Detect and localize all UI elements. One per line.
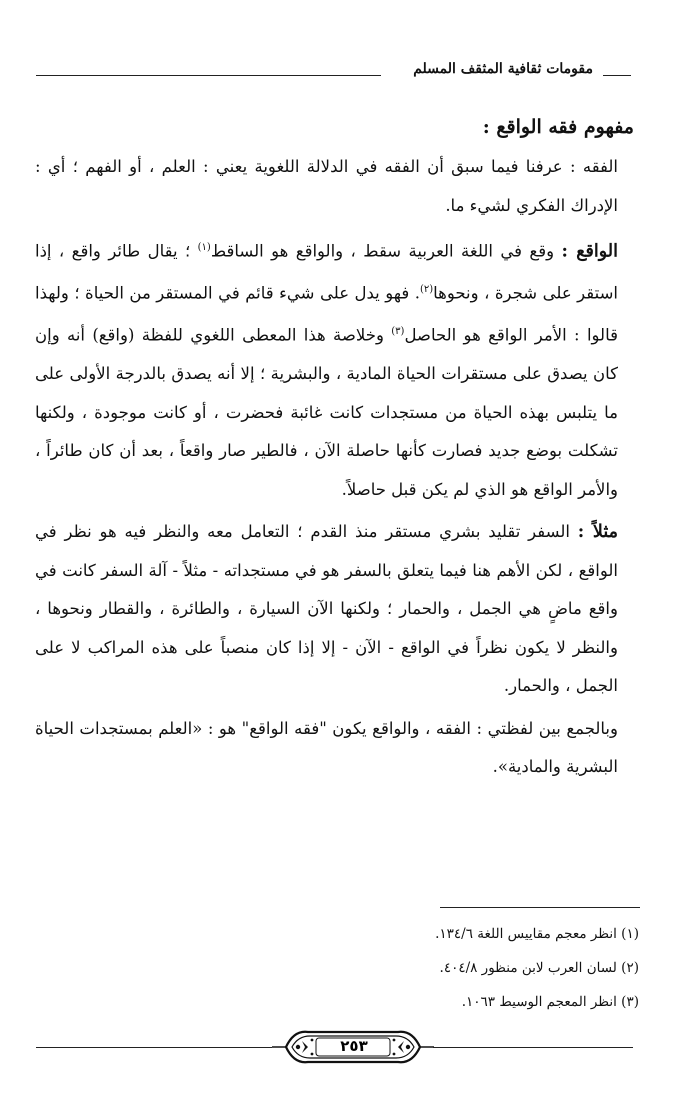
paragraph-example: [35, 513, 640, 706]
paragraph-waqi-part-b: ؛ يقال طائر واقع ، إذا استقر على شجرة ، ونحوها: [35, 241, 618, 303]
footnotes: [39, 917, 639, 1019]
running-header: [36, 60, 631, 90]
paragraph-waqi-part-a: وقع في اللغة العربية سقط ، والواقع هو الساقط: [210, 241, 562, 261]
page-number: ٢٥٣: [340, 1037, 368, 1055]
footnote-3: (٣) انظر المعجم الوسيط ١٠٦٣.: [461, 994, 639, 1010]
header-rule-right: [603, 75, 631, 76]
paragraph-example-lead: مثلاً :: [577, 522, 618, 542]
footer-rule-left: [36, 1047, 272, 1048]
section-heading: مفهوم فقه الواقع :: [482, 116, 634, 138]
footnote-2: (٢) لسان العرب لابن منظور ٤٠٤/٨.: [439, 960, 639, 976]
main-text: [35, 110, 640, 791]
running-title: مقومات ثقافية المثقف المسلم: [413, 61, 593, 77]
paragraph-example-body: السفر تقليد بشري مستقر منذ القدم ؛ التعامل معه والنظر فيه هو نظر في الواقع ، لكن الأهم هنا فيما يتعلق بالسفر هو في مستجداته - مثلاً - آلة السفر كانت في واقع ماضٍ هي الجمل ، والحمار ؛ ولكنها الآن السيارة ، والطائرة ، والقطار ونحوها ، والنظر لا يكون نظراً في الواقع - الآن - إلا إذا كان منصباً على هذه المراكب لا على الجمل ، والحمار.: [35, 522, 618, 695]
footnote-ref-2[interactable]: (٢): [419, 284, 434, 295]
header-rule-left: [36, 75, 381, 76]
paragraph-waqi-part-c: . فهو يدل على شيء قائم في المستقر من الحياة ؛ ولهذا قالوا : الأمر الواقع هو الحاصل: [35, 283, 618, 345]
footnote-separator: [440, 907, 640, 908]
paragraph-fiqh: الفقه : عرفنا فيما سبق أن الفقه في الدلالة اللغوية يعني : العلم ، أو الفهم ؛ أي : الإدراك الفكري لشيء ما.: [35, 157, 618, 215]
paragraph-waqi-part-d: وخلاصة هذا المعطى اللغوي للفظة (واقع) أنه وإن كان يصدق على مستقرات الحياة المادية ، والبشرية ؛ إلا أنه يصدق بالدرجة الأولى على ما يتلبس بهذه الحياة من مستجدات كانت غائبة فحضرت ، أو كانت موجودة ، ولكنها تشكلت بوضع جديد فصارت كأنها حاصلة الآن ، فالطير صار واقعاً ، بعد أن كان طائراً ، والأمر الواقع هو الذي لم يكن قبل حاصلاً.: [35, 325, 618, 499]
footnote-1: (١) انظر معجم مقاييس اللغة ١٣٤/٦.: [435, 926, 639, 942]
paragraph-waqi-lead: الواقع :: [561, 241, 618, 262]
page-footer: [36, 1022, 633, 1072]
paragraph-conclusion: وبالجمع بين لفظتي : الفقه ، والواقع يكون "فقه الواقع" هو : «العلم بمستجدات الحياة البشرية والمادية».: [35, 718, 618, 776]
paragraph-waqi: [35, 229, 640, 509]
footer-rule-right: [433, 1047, 633, 1048]
footnote-ref-1[interactable]: (١): [197, 242, 211, 253]
footnote-ref-3[interactable]: (٣): [391, 326, 405, 337]
